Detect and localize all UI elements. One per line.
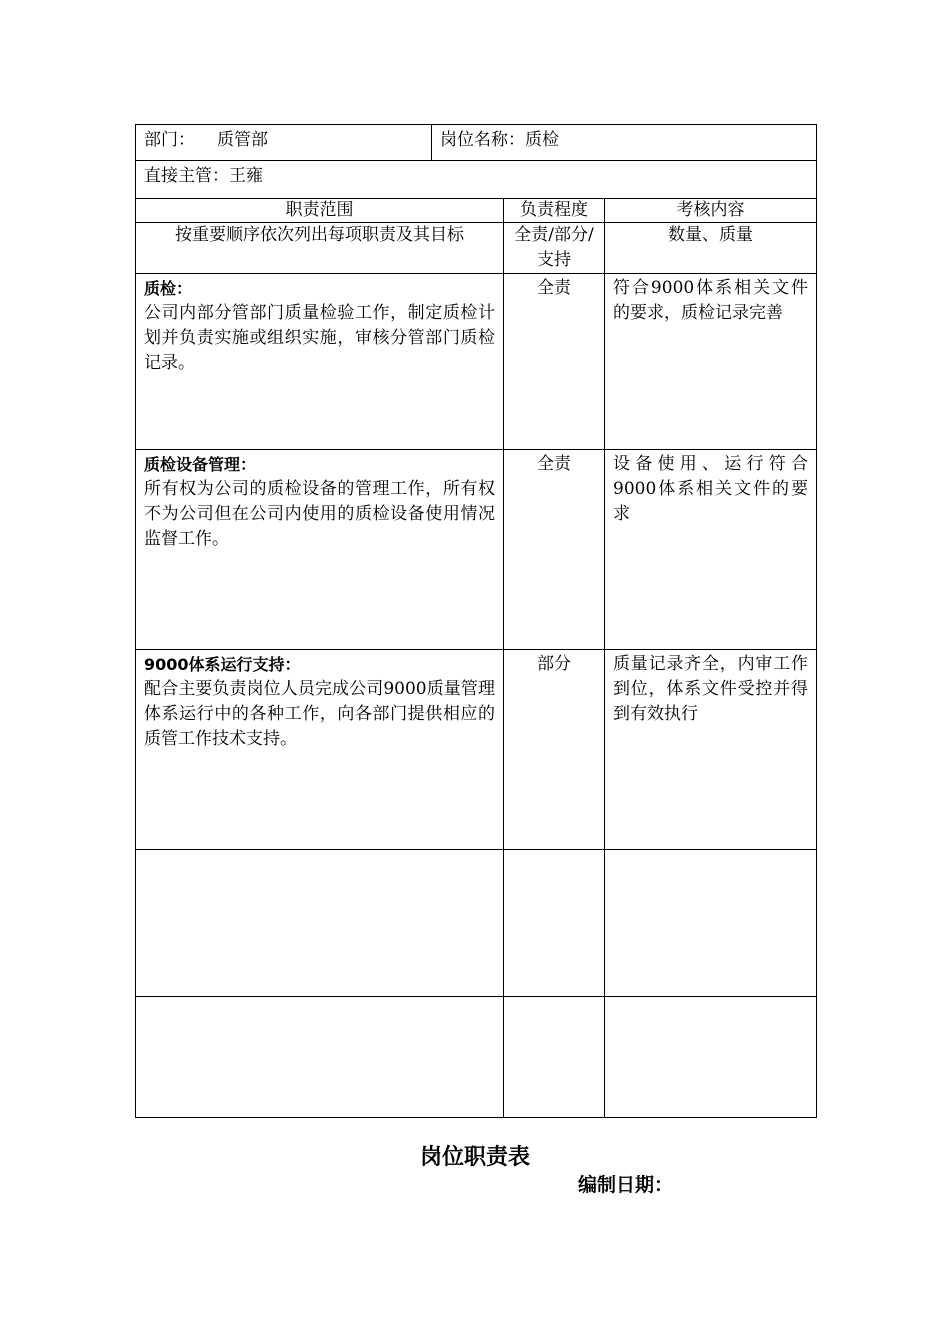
duty-row: [136, 274, 817, 450]
duty-degree: 部分: [504, 650, 605, 850]
position-name-cell: [432, 125, 817, 161]
empty-scope-cell: [136, 997, 504, 1118]
empty-scope-cell: [136, 850, 504, 997]
document-title: 岗位职责表: [419, 1145, 530, 1170]
department-cell: [136, 125, 432, 161]
empty-duty-row: [136, 850, 817, 997]
duty-title: 质检设备管理：: [144, 455, 257, 474]
duty-assessment: 质量记录齐全，内审工作到位，体系文件受控并得到有效执行: [605, 650, 817, 850]
duty-description: 配合主要负责岗位人员完成公司9000质量管理体系运行中的各种工作，向各部门提供相应的质管工作技术支持。: [144, 679, 495, 749]
empty-degree-cell: [504, 997, 605, 1118]
assessment-subheader: 数量、质量: [605, 223, 817, 274]
duty-row: [136, 650, 817, 850]
degree-subheader: 全责/部分/支持: [504, 223, 605, 274]
duty-scope-cell: [136, 274, 504, 450]
duty-scope-cell: [136, 650, 504, 850]
duty-degree: 全责: [504, 274, 605, 450]
supervisor-cell: [136, 161, 817, 199]
duty-degree: 全责: [504, 450, 605, 650]
assessment-header: 考核内容: [605, 199, 817, 223]
department-label: 部门：: [144, 130, 195, 150]
column-header-row: [136, 199, 817, 223]
duty-description: 所有权为公司的质检设备的管理工作，所有权不为公司但在公司内使用的质检设备使用情况监督工作。: [144, 479, 495, 549]
duty-assessment: 设备使用、运行符合9000体系相关文件的要求: [605, 450, 817, 650]
department-value: 质管部: [217, 130, 268, 150]
duty-assessment: 符合9000体系相关文件的要求，质检记录完善: [605, 274, 817, 450]
empty-duty-row: [136, 997, 817, 1118]
empty-degree-cell: [504, 850, 605, 997]
header-row-department: [136, 125, 817, 161]
scope-subheader: 按重要顺序依次列出每项职责及其目标: [136, 223, 504, 274]
job-duty-table: [135, 124, 817, 1118]
compile-date-label: 编制日期：: [578, 1174, 674, 1196]
duty-description: 公司内部分管部门质量检验工作，制定质检计划并负责实施或组织实施，审核分管部门质检记录。: [144, 303, 495, 373]
header-row-supervisor: [136, 161, 817, 199]
column-subheader-row: [136, 223, 817, 274]
empty-assessment-cell: [605, 850, 817, 997]
duty-title: 质检：: [144, 279, 193, 298]
supervisor-label: 直接主管：王雍: [144, 166, 263, 186]
duty-scope-cell: [136, 450, 504, 650]
empty-assessment-cell: [605, 997, 817, 1118]
duty-row: [136, 450, 817, 650]
duty-title: 9000体系运行支持：: [144, 655, 301, 674]
scope-header: 职责范围: [136, 199, 504, 223]
degree-header: 负责程度: [504, 199, 605, 223]
position-name-label: 岗位名称：质检: [440, 130, 559, 150]
